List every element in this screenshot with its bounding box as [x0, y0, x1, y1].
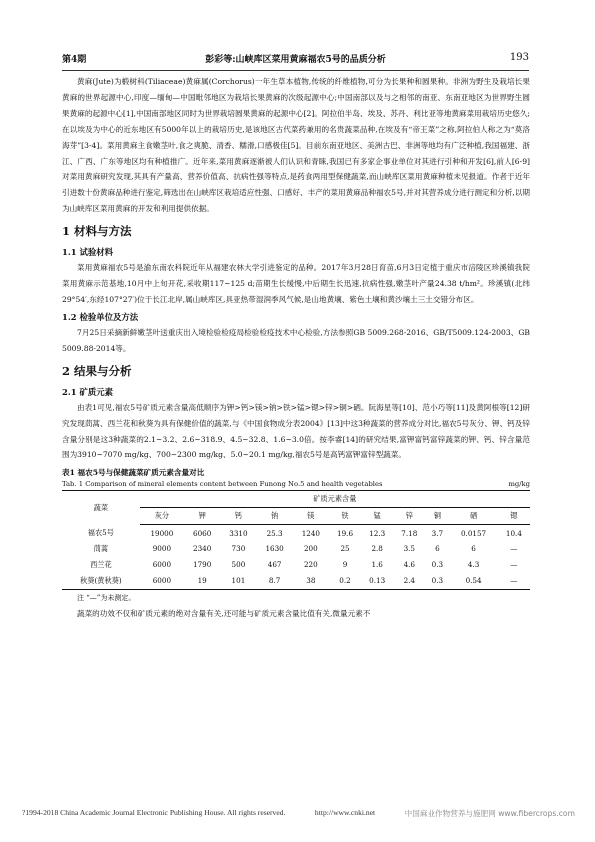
table-cell: 0.54	[449, 573, 497, 590]
table-caption-en: Tab. 1 Comparison of mineral elements content between Funong No.5 and health vegetables	[62, 480, 383, 489]
table-cell: —	[498, 573, 530, 590]
watermark-text: 中国麻业作物营养与施肥网 www.fibercrops.com	[404, 809, 575, 818]
table-cell: 1240	[301, 528, 320, 538]
table-cell: 4.3	[467, 560, 480, 570]
section-1-1-text: 菜用黄麻福农5号是渝东南农科院近年从福建农林大学引进鉴定的品种。2017年3月28日育苗,6月3日定植于重庆市涪陵区珍溪镇我院菜用黄麻示范基地,10月中上旬开花,采收期117~125 d;苗期生长缓慢,中后期生长迅速,抗病性强,嫩茎叶产量24.38 t/hm²。珍溪镇(北纬29°54′,东经107°27′)位于长江北岸,属山峡库区,具亚热带湿润季风气候,是山地黄壤、紫色土壤和黄沙壤土三土交错分布区。	[62, 263, 530, 304]
table-cell: 2340	[193, 544, 212, 554]
running-header	[62, 50, 529, 71]
table-cell: 4.6	[403, 560, 416, 570]
row-label: 西兰花	[90, 559, 112, 569]
running-title: 彭彩等:山峡库区菜用黄麻福农5号的品质分析	[205, 55, 386, 65]
table-cell: 6000	[140, 573, 184, 590]
mineral-table	[62, 490, 530, 590]
table-cell: 6	[435, 544, 440, 554]
table-cell: 25.3	[266, 528, 283, 538]
column-header: 钾	[184, 508, 220, 525]
issue-label: 第4期	[62, 55, 87, 65]
table-caption-cn: 表1 福农5号与保健蔬菜矿质元素含量对比	[62, 468, 205, 478]
article-body	[62, 74, 530, 622]
table-note: 注 “—”为未测定。	[77, 593, 136, 602]
section-2-heading: 2 结果与分析	[62, 363, 132, 378]
table-cell: 6	[471, 544, 476, 554]
table-cell: 101	[220, 573, 256, 590]
table-group-header: 矿质元素含量	[140, 491, 530, 508]
table-cell: 467	[267, 560, 282, 570]
table-cell: 19.6	[337, 528, 354, 538]
table-caption-en-row	[62, 480, 530, 488]
intro-paragraph: 黄麻(Jute)为椴树科(Tiliaceae)黄麻属(Corchorus)一年生草本植物,传统的纤维植物,可分为长果种和圆果种。非洲为野生及栽培长果黄麻的世界起源中心,印度—缅甸—中国毗邻地区为栽培长果黄麻的次级起源中心;中国南部以及与之相邻的南亚、东南亚地区为世界野生圆果黄麻的起源中心[1],中国南部地区同时为世界栽培圆果黄麻的起源中心[2]。阿拉伯半岛、埃及、苏丹、利比亚等地黄麻菜用栽培历史悠久;在以埃及为中心的近东地区有5000年以上的栽培历史,是该地区古代菜药兼用的名贵蔬菜品种,在埃及有“帝王菜”之称,阿拉伯人称之为“莫洛海芽”[3-4]。菜用黄麻主食嫩茎叶,食之爽脆、清香、糯滑,口感极佳[5]。目前东南亚地区、美洲古巴、非洲等地均有广泛种植,我国福建、浙江、广西、广东等地区均有种植推广。近年来,菜用黄麻逐渐被人们认识和青睐,我国已有多家企事业单位对其进行引种和开发[6],前人[6-9]对菜用黄麻研究发现,其具有产量高、营养价值高、抗病性强等特点,是药食两用型保健蔬菜,而山峡库区菜用黄麻种植未见报道。作者于近年引进数十份黄麻品种进行鉴定,筛选出在山峡库区栽培适应性强、口感好、丰产的菜用黄麻品种福农5号,并对其营养成分进行测定和分析,以期为山峡库区菜用黄麻的开发和利用提供依据。	[62, 77, 530, 214]
row-label: 茼蒿	[93, 543, 109, 553]
column-header: 硒	[449, 508, 497, 525]
table-cell: 3310	[229, 528, 248, 538]
table-cell: 0.3	[425, 573, 449, 590]
column-header: 灰分	[140, 508, 184, 525]
section-1-2-text: 7月25日采摘新鲜嫩茎叶送重庆出入境检验检疫局检验检疫技术中心检验,方法参照GB 5009.268-2016、GB/T5009.124-2003、GB 5009.88-2014等。	[62, 327, 530, 353]
table-cell: 8.7	[257, 573, 293, 590]
table-cell: 25	[340, 544, 350, 554]
table-cell: 9	[342, 560, 348, 570]
footer-site[interactable]: http://www.cnki.net	[314, 808, 376, 817]
table-cell: 6060	[193, 528, 212, 538]
row-label: 秋葵(黄秋葵)	[62, 573, 140, 590]
table-row	[62, 541, 530, 557]
row-label: 福农5号	[87, 527, 114, 537]
table-cell: —	[510, 560, 518, 570]
column-header: 钙	[220, 508, 256, 525]
table-cell: 1.6	[371, 560, 383, 570]
section-1-2-heading: 1.2 检验单位及方法	[62, 311, 139, 322]
column-header: 锌	[393, 508, 425, 525]
table-cell: 0.13	[361, 573, 393, 590]
section-1-heading: 1 材料与方法	[62, 224, 132, 239]
column-header: 锰	[361, 508, 393, 525]
table-cell: 220	[303, 560, 318, 570]
table-cell: 10.4	[505, 528, 522, 538]
column-header: 钠	[257, 508, 293, 525]
table-cell: 1790	[193, 560, 212, 570]
table-row	[62, 525, 530, 541]
column-header: 铜	[425, 508, 449, 525]
table-cell: 0.0157	[460, 528, 487, 538]
column-header: 锶	[498, 508, 530, 525]
section-2-1-heading: 2.1 矿质元素	[62, 386, 113, 397]
section-2-1-text: 由表1可见,福农5号矿质元素含量高低顺序为钾>钙>镁>钠>铁>锰>锶>锌>铜>硒。阮海星等[10]、范小巧等[11]及黄阿根等[12]研究发现茼蒿、西兰花和秋葵为具有保健价值的蔬菜,与《中国食物成分表2004》[13]中这3种蔬菜的营养成分对比,福农5号灰分、钾、钙及锌含量分别是这3种蔬菜的2.1~3.2、2.6~318.9、4.5~32.8、1.6~3.0倍。按李睿[14]的研究结果,富钾富钙富锌蔬菜的钾、钙、锌含量范围为3910~7070 mg/kg、700~2300 mg/kg、5.0~20.1 mg/kg,福农5号是高钙富钾富锌型蔬菜。	[62, 402, 530, 460]
table-cell: 2.8	[371, 544, 383, 554]
table-cell: 38	[293, 573, 329, 590]
table-cell: 6000	[152, 560, 172, 570]
table-cell: 730	[231, 544, 246, 554]
table-cell: 1630	[265, 544, 284, 554]
page-number: 193	[509, 52, 529, 63]
closing-paragraph: 蔬菜的功效不仅和矿质元素的绝对含量有关,还可能与矿质元素含量比值有关,微量元素不	[77, 608, 371, 618]
table-cell: 7.18	[401, 528, 418, 538]
table-cell: 200	[303, 544, 318, 554]
section-1-1-heading: 1.1 试验材料	[62, 247, 113, 258]
table-cell: —	[510, 544, 518, 554]
table-cell: 0.3	[431, 560, 444, 570]
table-cell: 3.7	[431, 528, 444, 538]
column-header: 铁	[329, 508, 361, 525]
table-unit: mg/kg	[508, 480, 530, 489]
table-cell: 12.3	[369, 528, 386, 538]
table-cell: 2.4	[393, 573, 425, 590]
copyright-line: ?1994-2018 China Academic Journal Electronic Publishing House. All rights reserved.	[22, 808, 286, 817]
table-row-header: 蔬菜	[62, 491, 140, 525]
table-cell: 0.2	[329, 573, 361, 590]
table-cell: 3.5	[403, 544, 416, 554]
table-cell: 9000	[152, 544, 172, 554]
table-cell: 500	[231, 560, 246, 570]
table-row	[62, 557, 530, 573]
table-cell: 19	[184, 573, 220, 590]
page-footer	[22, 808, 575, 819]
column-header: 镁	[293, 508, 329, 525]
table-row	[62, 573, 530, 590]
table-cell: 19000	[150, 528, 174, 538]
